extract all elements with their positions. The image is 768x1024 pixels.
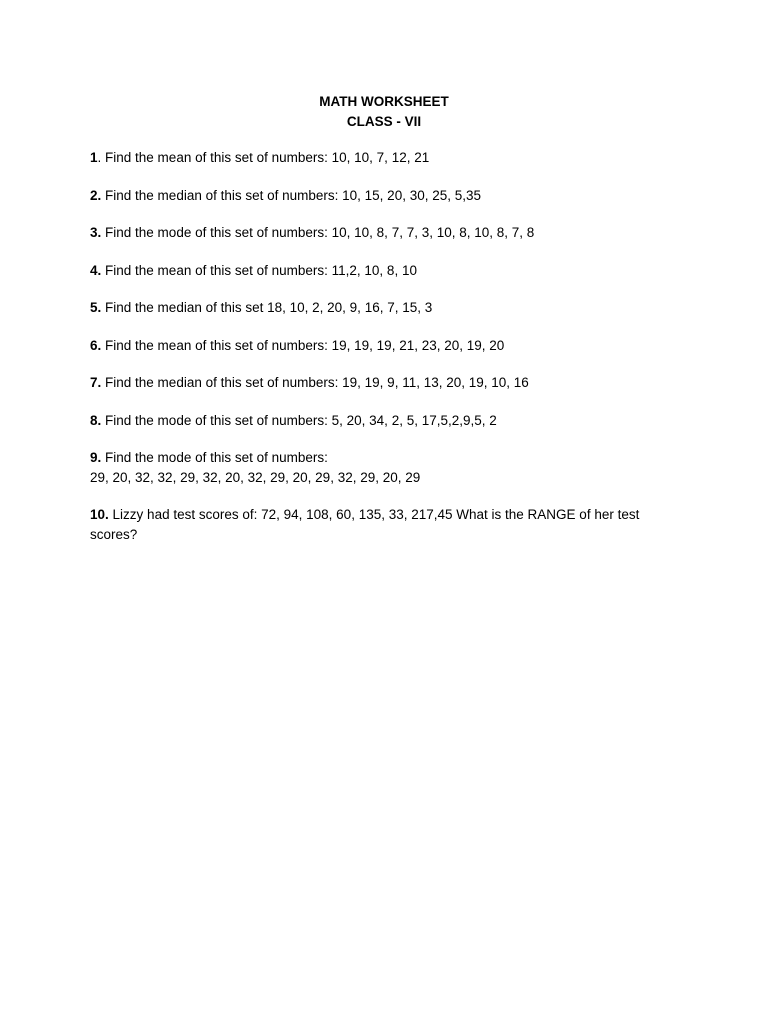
question-4: [90, 261, 690, 281]
question-list: [90, 148, 690, 562]
question-text: Find the median of this set of numbers: 19, 19, 9, 11, 13, 20, 19, 10, 16: [105, 375, 529, 390]
question-2: [90, 186, 690, 206]
question-1: [90, 148, 690, 168]
question-number: 1: [90, 150, 98, 165]
question-text: Find the mean of this set of numbers: 10, 10, 7, 12, 21: [105, 150, 430, 165]
question-text: Find the mean of this set of numbers: 11,2, 10, 8, 10: [105, 262, 417, 278]
question-number: 3.: [90, 225, 102, 240]
question-text: Find the median of this set of numbers: 10, 15, 20, 30, 25, 5,35: [105, 187, 482, 203]
question-9: [90, 448, 690, 487]
question-text: Find the median of this set 18, 10, 2, 20, 9, 16, 7, 15, 3: [105, 300, 433, 315]
question-10: [90, 505, 690, 544]
question-3: [90, 223, 690, 243]
question-number-set: 29, 20, 32, 32, 29, 32, 20, 32, 29, 20, 29, 32, 29, 20, 29: [90, 469, 421, 485]
question-text: Find the mode of this set of numbers: 10, 10, 8, 7, 7, 3, 10, 8, 10, 8, 7, 8: [105, 225, 535, 240]
question-7: [90, 373, 690, 393]
question-text: Find the mode of this set of numbers: 5, 20, 34, 2, 5, 17,5,2,9,5, 2: [105, 412, 497, 428]
question-number: 8.: [90, 412, 102, 428]
worksheet-subtitle: CLASS - VII: [346, 113, 422, 129]
question-number: 4.: [90, 262, 102, 278]
question-number: 9.: [90, 450, 102, 465]
question-number: 10.: [90, 507, 109, 522]
question-number: 5.: [90, 300, 102, 315]
question-text: Lizzy had test scores of: 72, 94, 108, 60, 135, 33, 217,45 What is the RANGE of her test scores?: [90, 507, 640, 542]
question-6: [90, 336, 690, 356]
question-8: [90, 411, 690, 431]
worksheet-header: [0, 92, 768, 131]
question-5: [90, 298, 690, 318]
question-number: 6.: [90, 337, 102, 353]
question-separator: .: [97, 150, 106, 165]
question-text: Find the mode of this set of numbers:: [105, 450, 328, 465]
worksheet-title: MATH WORKSHEET: [319, 94, 449, 109]
question-number: 7.: [90, 375, 102, 390]
question-text: Find the mean of this set of numbers: 19, 19, 19, 21, 23, 20, 19, 20: [105, 337, 505, 353]
question-number: 2.: [90, 187, 102, 203]
